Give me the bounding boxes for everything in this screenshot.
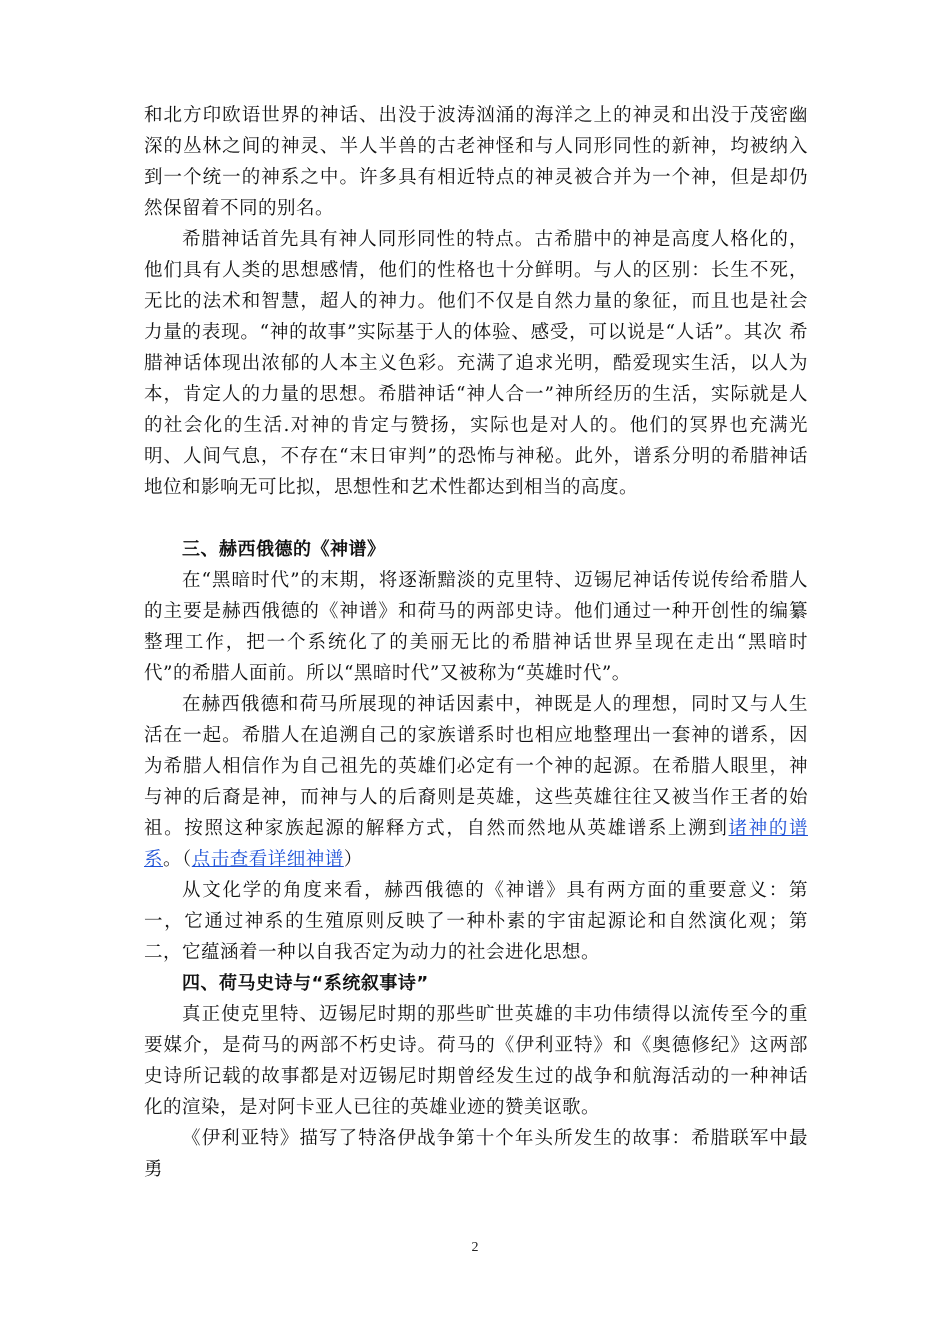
link-view-detailed-genealogy[interactable]: 点击查看详细神谱 [191, 849, 344, 870]
genealogy-paren-close: ） [343, 849, 363, 870]
paragraph-homer-epics: 真正使克里特、迈锡尼时期的那些旷世英雄的丰功伟绩得以流传至今的重要媒介，是荷马的两部不朽史诗。荷马的《伊利亚特》和《奥德修纪》这两部史诗所记载的故事都是对迈锡尼时期曾经发生过的战争和航海活动的一种神话化的渲染，是对阿卡亚人已往的英雄业迹的赞美讴歌。 [144, 1004, 808, 1118]
section-heading-4: 四、荷马史诗与“系统叙事诗” [182, 973, 429, 994]
paragraph-dark-age: 在“黑暗时代”的末期，将逐渐黯淡的克里特、迈锡尼神话传说传给希腊人的主要是赫西俄德的《神谱》和荷马的两部史诗。他们通过一种开创性的编纂整理工作，把一个系统化了的美丽无比的希腊神话世界呈现在走出“黑暗时代”的希腊人面前。所以“黑暗时代”又被称为“英雄时代”。 [144, 570, 808, 684]
paragraph-gap [144, 503, 808, 534]
link-gods-genealogy[interactable]: 诸神的谱系 [144, 818, 808, 870]
paragraph-genealogy [144, 689, 808, 875]
genealogy-paren-open: 。（ [163, 849, 192, 870]
paragraph-continued: 和北方印欧语世界的神话、出没于波涛汹涌的海洋之上的神灵和出没于茂密幽深的丛林之间的神灵、半人半兽的古老神怪和与人同形同性的新神，均被纳入到一个统一的神系之中。许多具有相近特点的神灵被合并为一个神，但是却仍然保留着不同的别名。 [144, 105, 808, 219]
paragraph-greek-myth-features: 希腊神话首先具有神人同形同性的特点。古希腊中的神是高度人格化的，他们具有人类的思想感情，他们的性格也十分鲜明。与人的区别：长生不死，无比的法术和智慧，超人的神力。他们不仅是自然力量的象征，而且也是社会力量的表现。“神的故事”实际基于人的体验、感受，可以说是“人话”。其次 希腊神话体现出浓郁的人本主义色彩。充满了追求光明，酷爱现实生活，以人为本，肯定人的力量的思想。希腊神话“神人合一”神所经历的生活，实际就是人的社会化的生活.对神的肯定与赞扬，实际也是对人的。他们的冥界也充满光明、人间气息，不存在“末日审判”的恐怖与神秘。此外，谱系分明的希腊神话地位和影响无可比拟，思想性和艺术性都达到相当的高度。 [144, 229, 808, 498]
paragraph-iliad: 《伊利亚特》描写了特洛伊战争第十个年头所发生的故事：希腊联军中最勇 [144, 1128, 808, 1180]
paragraph-cultural-significance: 从文化学的角度来看，赫西俄德的《神谱》具有两方面的重要意义：第一，它通过神系的生殖原则反映了一种朴素的宇宙起源论和自然演化观；第二，它蕴涵着一种以自我否定为动力的社会进化思想。 [144, 880, 808, 963]
document-body [144, 100, 808, 1185]
genealogy-text: 在赫西俄德和荷马所展现的神话因素中，神既是人的理想，同时又与人生活在一起。希腊人在追溯自己的家族谱系时也相应地整理出一套神的谱系，因为希腊人相信作为自己祖先的英雄们必定有一个神的起源。在希腊人眼里，神与神的后裔是神，而神与人的后裔则是英雄，这些英雄往往又被当作王者的始祖。按照这种家族起源的解释方式，自然而然地从英雄谱系上溯到 [144, 694, 808, 839]
page-number: 2 [471, 1240, 479, 1255]
section-heading-3: 三、赫西俄德的《神谱》 [182, 539, 386, 560]
